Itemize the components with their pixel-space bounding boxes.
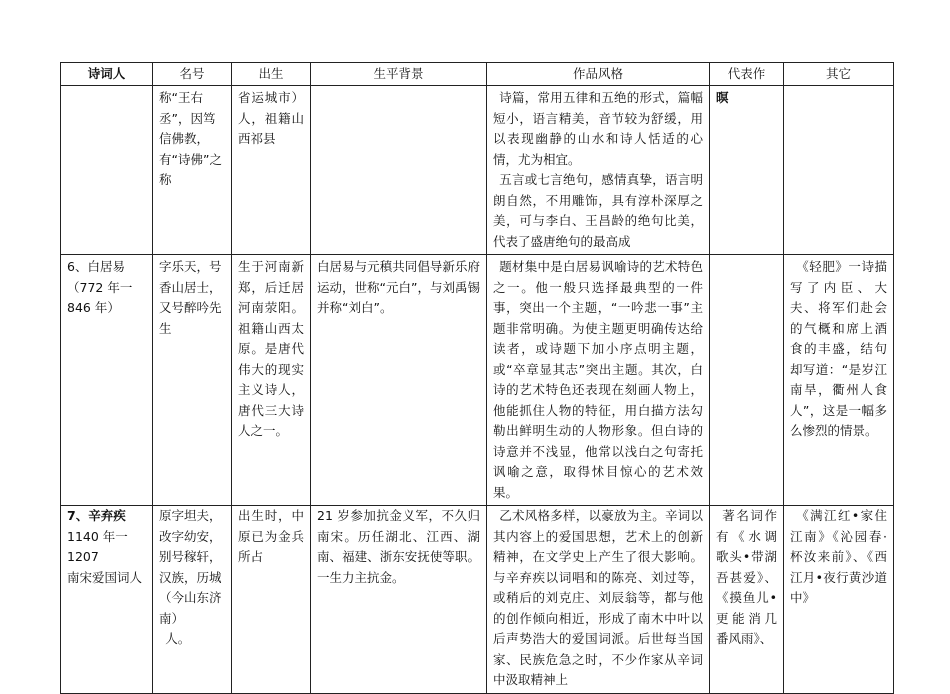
- header-birth: 出生: [232, 63, 311, 86]
- poet-name: 7、辛弃疾: [67, 508, 126, 523]
- poet-cell: [61, 255, 153, 506]
- other-cell: 《轻肥》一诗描写了内臣、大夫、将军们赴会的气概和席上酒食的丰盛，结句却写道：“是岁江南旱，衢州人食人”，这是一幅多么惨烈的情景。: [784, 255, 894, 506]
- header-poet: 诗词人: [61, 63, 153, 86]
- hao-text: 又号醉吟先生: [159, 300, 222, 336]
- other-cell: 《满江红•家住江南》《沁园春·杯汝来前》、《西江月•夜行黄沙道中》: [784, 506, 894, 694]
- table-row: [61, 255, 894, 506]
- style-paragraph: 五言或七言绝句，感情真挚，语言明朗自然，不用雕饰，具有淳朴深厚之美，可与李白、王昌龄的绝句比美，代表了盛唐绝句的最高成: [493, 172, 703, 249]
- hao-text: 字乐天，号香山居士，: [159, 259, 222, 295]
- hao-cell: [153, 255, 232, 506]
- style-cell: [487, 506, 710, 694]
- table-row: [61, 86, 894, 255]
- works-cell: 暝: [710, 86, 784, 255]
- birth-cell: 省运城市）人，祖籍山西祁县: [232, 86, 311, 255]
- poet-years: 1140 年一1207: [67, 528, 128, 564]
- header-style: 作品风格: [487, 63, 710, 86]
- poet-cell: [61, 86, 153, 255]
- poet-note: 南宋爱国词人: [67, 569, 143, 585]
- hao-text: （今山东济南）: [159, 590, 222, 626]
- works-cell: [710, 255, 784, 506]
- hao-text: 人。: [165, 631, 191, 646]
- background-cell: 白居易与元稹共同倡导新乐府运动，世称“元白”，与刘禹锡并称“刘白”。: [311, 255, 487, 506]
- header-background: 生平背景: [311, 63, 487, 86]
- hao-cell: [153, 86, 232, 255]
- background-cell: [311, 86, 487, 255]
- hao-text: 称“王右丞”，因笃信佛教，有“诗佛”之称: [159, 90, 222, 187]
- style-paragraph: 诗篇，常用五律和五绝的形式，篇幅短小，语言精美，音节较为舒缓，用以表现幽静的山水和诗人恬适的心情，尤为相宜。: [493, 90, 703, 167]
- header-other: 其它: [784, 63, 894, 86]
- hao-cell: [153, 506, 232, 694]
- style-cell: [487, 255, 710, 506]
- table-row: [61, 506, 894, 694]
- other-cell: [784, 86, 894, 255]
- poet-cell: [61, 506, 153, 694]
- header-hao: 名号: [153, 63, 232, 86]
- style-cell: [487, 86, 710, 255]
- birth-cell: 出生时，中原已为金兵所占: [232, 506, 311, 694]
- background-cell: 21 岁参加抗金义军，不久归南宋。历任湖北、江西、湖南、福建、浙东安抚使等职。一生力主抗金。: [311, 506, 487, 694]
- style-paragraph: 题材集中是白居易讽喻诗的艺术特色之一。他一般只选择最典型的一件事，突出一个主题，“一吟悲一事”主题非常明确。为使主题更明确传达给读者，或诗题下加小序点明主题，或“卒章显其志”突出主题。其次，白诗的艺术特色还表现在刻画人物上，他能抓住人物的特征，用白描方法勾勒出鲜明生动的人物形象。但白诗的诗意并不浅显，他常以浅白之句寄托讽喻之意，取得怵目惊心的艺术效果。: [493, 259, 703, 500]
- birth-cell: 生于河南新郑，后迁居河南荥阳。祖籍山西太原。是唐代伟大的现实主义诗人，唐代三大诗人之一。: [232, 255, 311, 506]
- poet-name: 6、白居易: [67, 259, 125, 274]
- works-cell: 著名词作有《水调歌头•带湖吾甚爱》、《摸鱼儿•更能消几番风雨》、: [710, 506, 784, 694]
- header-works: 代表作: [710, 63, 784, 86]
- style-paragraph: 乙术风格多样，以豪放为主。辛词以其内容上的爱国思想，艺术上的创新精神，在文学史上产生了很大影响。与辛弃疾以词唱和的陈亮、刘过等，或稍后的刘克庄、刘辰翁等，都与他的创作倾向相近，形成了南木中叶以后声势浩大的爱国词派。后世每当国家、民族危急之时，不少作家从辛词中汲取精神上: [493, 508, 703, 687]
- poet-years: （772 年一846 年）: [67, 279, 133, 315]
- hao-text: 原字坦夫，改字幼安，别号稼轩，汉族，历城: [159, 508, 222, 585]
- poets-table: [60, 62, 894, 694]
- table-header-row: [61, 63, 894, 86]
